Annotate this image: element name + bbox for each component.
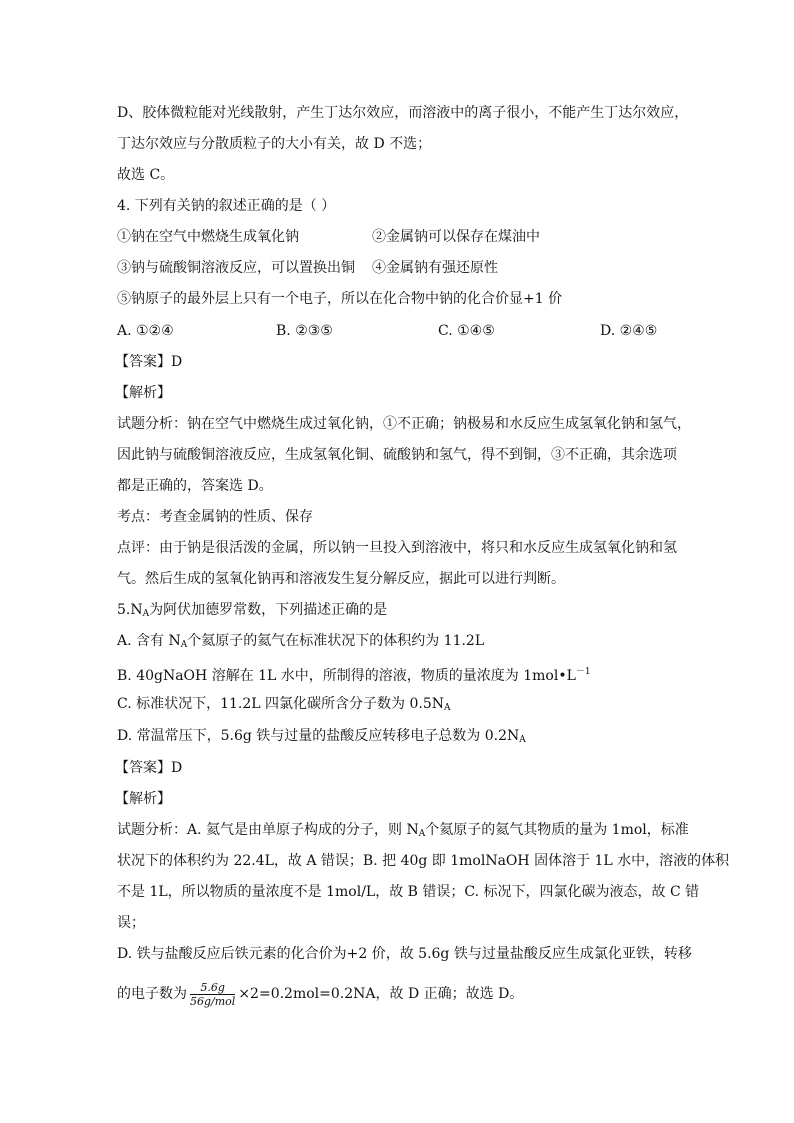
q5-analysis-line3: 不是 1L，所以物质的量浓度不是 1mol/L，故 B 错误；C. 标况下，四氯化碳为液态，故 C 错 xyxy=(117,884,700,900)
q5-option-a: A. 含有 $N_A$个氦原子的氦气在标准状况下的体积约为 11.2L xyxy=(117,633,485,650)
q4-statement-5: ⑤钠原子的最外层上只有一个电子，所以在化合物中钠的化合价显+1 价 xyxy=(117,291,563,307)
q4-stem: 4. 下列有关钠的叙述正确的是（ ） xyxy=(117,198,336,214)
q4-option-c: C. ①④⑤ xyxy=(438,323,495,339)
q4-statement-2: ②金属钠可以保存在煤油中 xyxy=(372,229,540,245)
q5-analysis-line2: 状况下的体积约为 22.4L，故 A 错误；B. 把 40g 即 1molNaOH 固体溶于 1L 水中，溶液的体积 xyxy=(117,853,730,869)
q4-option-a: A. ①②④ xyxy=(117,323,174,339)
q4-comment-line2: 气。然后生成的氢氧化钠再和溶液发生复分解反应，据此可以进行判断。 xyxy=(117,571,565,587)
q5-analysis-heading: 【解析】 xyxy=(115,791,171,807)
q3-option-d-line1: D、胶体微粒能对光线散射，产生丁达尔效应，而溶液中的离子很小，不能产生丁达尔效应， xyxy=(117,105,689,121)
q5-option-d: D. 常温常压下，5.6g 铁与过量的盐酸反应转移电子总数为 $0.2N_A$ xyxy=(117,728,526,745)
q5-analysis-line4: 误； xyxy=(117,915,145,931)
q5-option-c: C. 标准状况下，11.2L 四氯化碳所含分子数为 $0.5N_A$ xyxy=(117,696,451,713)
q4-option-b: B. ②③⑤ xyxy=(276,323,333,339)
q4-comment-line1: 点评：由于钠是很活泼的金属，所以钠一旦投入到溶液中，将只和水反应生成氢氧化钠和氢 xyxy=(117,540,677,556)
q5-analysis-line6: 的电子数为 $\frac{5.6g}{\text{56g/mol}}$ ×2=0.2mol=0.2NA，故 D 正确；故选 D。 xyxy=(117,980,524,1008)
q5-option-b: B. 40gNaOH 溶解在 1L 水中，所制得的溶液，物质的量浓度为 $1mol•L^{-1}$ xyxy=(117,667,591,684)
q4-option-d: D. ②④⑤ xyxy=(600,323,658,339)
q5-analysis-line1: 试题分析：A. 氦气是由单原子构成的分子，则 $N_A$个氦原子的氦气其物质的量为 1mol，标准 xyxy=(117,822,689,839)
q4-statement-1: ①钠在空气中燃烧生成氧化钠 xyxy=(117,229,299,245)
q5-analysis-line5: D. 铁与盐酸反应后铁元素的化合价为+2 价，故 5.6g 铁与过量盐酸反应生成氯化亚铁，转移 xyxy=(117,946,692,962)
electron-count-fraction: $\frac{5.6g}{\text{56g/mol}}$ xyxy=(190,980,236,1008)
q4-analysis-line1: 试题分析：钠在空气中燃烧生成过氧化钠，①不正确；钠极易和水反应生成氢氧化钠和氢气， xyxy=(117,416,691,432)
q4-knowledge-point: 考点：考查金属钠的性质、保存 xyxy=(117,509,313,525)
q3-conclusion: 故选 C。 xyxy=(117,167,175,183)
q3-option-d-line2: 丁达尔效应与分散质粒子的大小有关，故 D 不选； xyxy=(117,136,432,152)
q4-analysis-heading: 【解析】 xyxy=(115,385,171,401)
q4-analysis-line3: 都是正确的，答案选 D。 xyxy=(117,478,273,494)
q4-analysis-line2: 因此钠与硫酸铜溶液反应，生成氢氧化铜、硫酸钠和氢气，得不到铜，③不正确，其余选项 xyxy=(117,447,677,463)
q4-answer: 【答案】D xyxy=(115,354,183,370)
q5-answer: 【答案】D xyxy=(115,760,183,776)
q5-stem: $5.N_A$为阿伏加德罗常数，下列描述正确的是 xyxy=(117,602,388,619)
q4-statement-4: ④金属钠有强还原性 xyxy=(372,260,498,276)
q4-statement-3: ③钠与硫酸铜溶液反应，可以置换出铜 xyxy=(117,260,355,276)
